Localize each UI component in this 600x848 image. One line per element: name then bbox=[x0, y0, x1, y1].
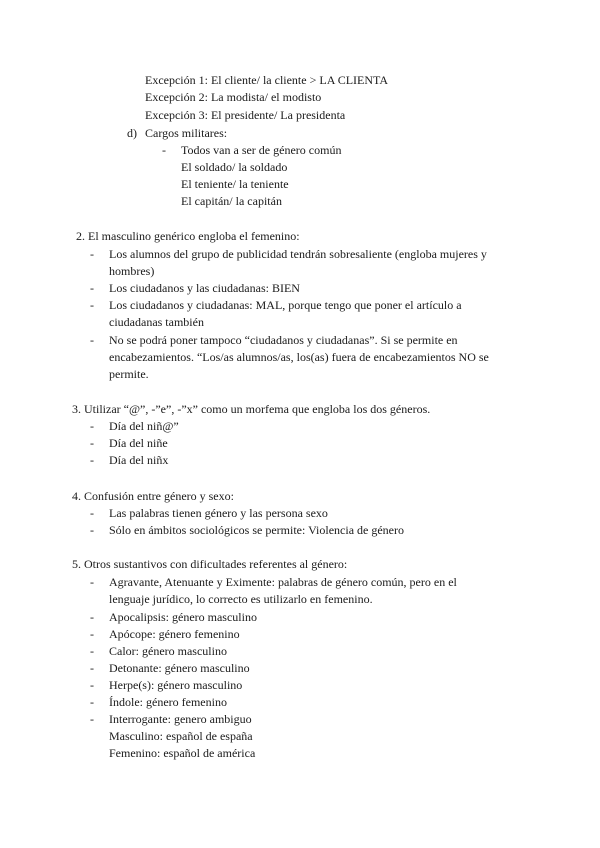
extra-line: Masculino: español de españa bbox=[109, 729, 253, 743]
bullet-text: Apócope: género femenino bbox=[109, 627, 240, 641]
bullet-text: Índole: género femenino bbox=[109, 695, 227, 709]
example-line: El soldado/ la soldado bbox=[181, 160, 288, 174]
bullet-dash: - bbox=[90, 298, 94, 312]
example-line: El teniente/ la teniente bbox=[181, 177, 289, 191]
bullet-text: Interrogante: genero ambiguo bbox=[109, 712, 252, 726]
bullet-dash: - bbox=[90, 661, 94, 675]
bullet-text: lenguaje jurídico, lo correcto es utilizarlo en femenino. bbox=[109, 592, 373, 606]
bullet-dash: - bbox=[90, 695, 94, 709]
exception-2: Excepción 2: La modista/ el modisto bbox=[145, 90, 322, 104]
bullet-dash: - bbox=[90, 575, 94, 589]
bullet-text: Día del niñe bbox=[109, 436, 168, 450]
sub-bullet: Todos van a ser de género común bbox=[181, 143, 342, 157]
bullet-dash: - bbox=[90, 281, 94, 295]
bullet-text: Calor: género masculino bbox=[109, 644, 227, 658]
bullet-dash: - bbox=[162, 143, 166, 157]
bullet-text: Los ciudadanos y ciudadanas: MAL, porque tengo que poner el artículo a bbox=[109, 298, 462, 312]
bullet-dash: - bbox=[90, 419, 94, 433]
bullet-text: hombres) bbox=[109, 264, 155, 278]
bullet-dash: - bbox=[90, 610, 94, 624]
bullet-dash: - bbox=[90, 436, 94, 450]
bullet-text: Las palabras tienen género y las persona sexo bbox=[109, 506, 328, 520]
bullet-text: permite. bbox=[109, 367, 149, 381]
bullet-text: encabezamientos. “Los/as alumnos/as, los(as) fuera de encabezamientos NO se bbox=[109, 350, 489, 364]
item-d-marker: d) bbox=[127, 126, 137, 140]
bullet-dash: - bbox=[90, 523, 94, 537]
section-4-heading: 4. Confusión entre género y sexo: bbox=[72, 489, 234, 503]
section-5-heading: 5. Otros sustantivos con dificultades referentes al género: bbox=[72, 557, 348, 571]
bullet-text: Día del niñx bbox=[109, 453, 169, 467]
bullet-dash: - bbox=[90, 506, 94, 520]
bullet-dash: - bbox=[90, 247, 94, 261]
item-d-label: Cargos militares: bbox=[145, 126, 228, 140]
bullet-text: Día del niñ@” bbox=[109, 419, 179, 433]
bullet-text: Agravante, Atenuante y Eximente: palabras de género común, pero en el bbox=[109, 575, 457, 589]
bullet-dash: - bbox=[90, 678, 94, 692]
bullet-dash: - bbox=[90, 644, 94, 658]
extra-line: Femenino: español de américa bbox=[109, 746, 256, 760]
bullet-text: Sólo en ámbitos sociológicos se permite: Violencia de género bbox=[109, 523, 404, 537]
bullet-text: ciudadanas también bbox=[109, 315, 204, 329]
bullet-text: Los alumnos del grupo de publicidad tendrán sobresaliente (engloba mujeres y bbox=[109, 247, 487, 261]
bullet-text: Los ciudadanos y las ciudadanas: BIEN bbox=[109, 281, 300, 295]
bullet-text: Herpe(s): género masculino bbox=[109, 678, 243, 692]
section-2-heading: 2. El masculino genérico engloba el femenino: bbox=[76, 229, 300, 243]
exception-1: Excepción 1: El cliente/ la cliente > LA CLIENTA bbox=[145, 73, 389, 87]
exception-3: Excepción 3: El presidente/ La presidenta bbox=[145, 108, 346, 122]
bullet-dash: - bbox=[90, 712, 94, 726]
bullet-dash: - bbox=[90, 333, 94, 347]
section-3-heading: 3. Utilizar “@”, -”e”, -”x” como un morfema que engloba los dos géneros. bbox=[72, 402, 431, 416]
bullet-text: No se podrá poner tampoco “ciudadanos y ciudadanas”. Si se permite en bbox=[109, 333, 458, 347]
bullet-text: Detonante: género masculino bbox=[109, 661, 250, 675]
bullet-dash: - bbox=[90, 627, 94, 641]
example-line: El capitán/ la capitán bbox=[181, 194, 282, 208]
bullet-text: Apocalipsis: género masculino bbox=[109, 610, 257, 624]
bullet-dash: - bbox=[90, 453, 94, 467]
